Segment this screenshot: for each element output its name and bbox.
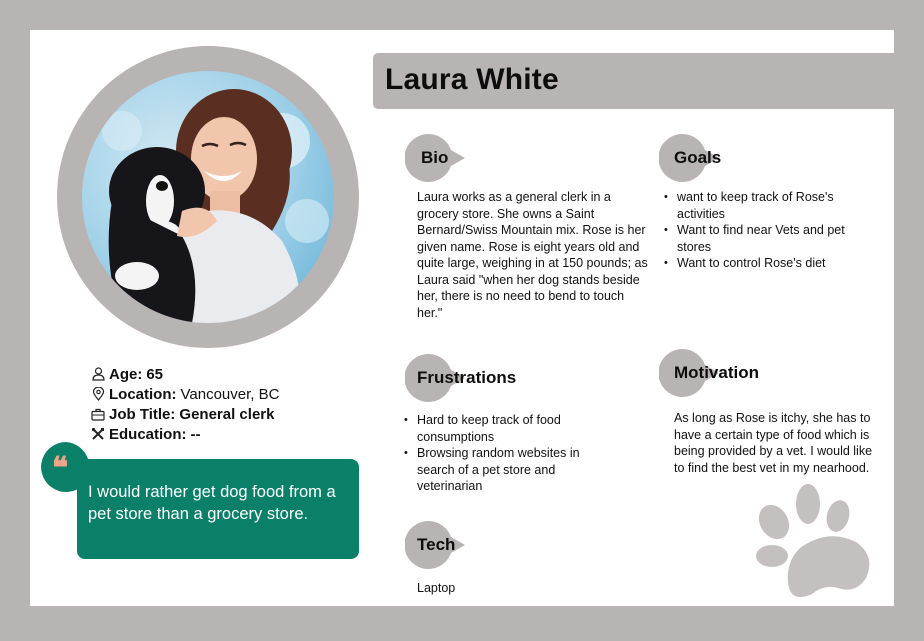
goals-list: [664, 189, 874, 272]
tech-title: Tech: [417, 535, 456, 554]
name-banner: [373, 53, 894, 109]
quote-mark: ❝: [52, 451, 69, 486]
tools-icon: [90, 426, 106, 442]
detail-age-label: Age:: [109, 365, 143, 383]
persona-name: Laura White: [385, 63, 559, 96]
detail-job-title-value: General clerk: [179, 405, 275, 423]
tech-text: Laptop: [417, 581, 456, 595]
profile-photo: [82, 71, 334, 323]
detail-education-value: --: [190, 425, 201, 443]
goals-title: Goals: [674, 148, 722, 167]
personal-details: [90, 364, 279, 444]
bio-title: Bio: [421, 148, 449, 167]
motivation-title: Motivation: [674, 363, 759, 382]
person-icon: [90, 366, 106, 382]
list-item: • Want to control Rose's diet: [664, 255, 874, 272]
list-item: • Hard to keep track of food consumptions: [404, 412, 614, 445]
quote-icon: [40, 441, 92, 493]
bio-text: Laura works as a general clerk in a grocery store. She owns a Saint Bernard/Swiss Mountain mix. Rose is her given name. Rose is eight years old and quite large, weighing in at 150 pounds; as Laura said "when her dog stands beside her, there is no need to bend to touch her.": [417, 190, 648, 320]
frustrations-list: [404, 412, 614, 495]
detail-location-value: Vancouver, BC: [180, 385, 280, 403]
detail-location-label: Location:: [109, 385, 177, 403]
list-item: • Want to find near Vets and pet stores: [664, 222, 874, 255]
list-item: • Browsing random websites in search of a pet store and veterinarian: [404, 445, 614, 495]
motivation-header: [659, 349, 779, 397]
quote-text: I would rather get dog food from a pet store than a grocery store.: [88, 483, 336, 523]
detail-education-label: Education:: [109, 425, 187, 443]
frustrations-header: [405, 354, 535, 402]
detail-job-title-label: Job Title:: [109, 405, 176, 423]
detail-age-value: 65: [146, 365, 164, 383]
quote-box: [77, 459, 359, 559]
detail-location: [90, 384, 279, 404]
detail-education: [90, 424, 279, 444]
goals-header: [659, 134, 729, 182]
paw-print-icon: [752, 484, 876, 609]
detail-age: [90, 364, 279, 384]
frustrations-title: Frustrations: [417, 368, 517, 387]
motivation-text: As long as Rose is itchy, she has to have a certain type of food which is being provided by a vet. I would like to find the best vet in my nearhood.: [674, 411, 873, 475]
list-item: • want to keep track of Rose's activities: [664, 189, 874, 222]
briefcase-icon: [90, 406, 106, 422]
bio-header: [405, 134, 475, 182]
detail-job-title: [90, 404, 279, 424]
location-pin-icon: [90, 386, 106, 402]
tech-header: [405, 521, 475, 569]
